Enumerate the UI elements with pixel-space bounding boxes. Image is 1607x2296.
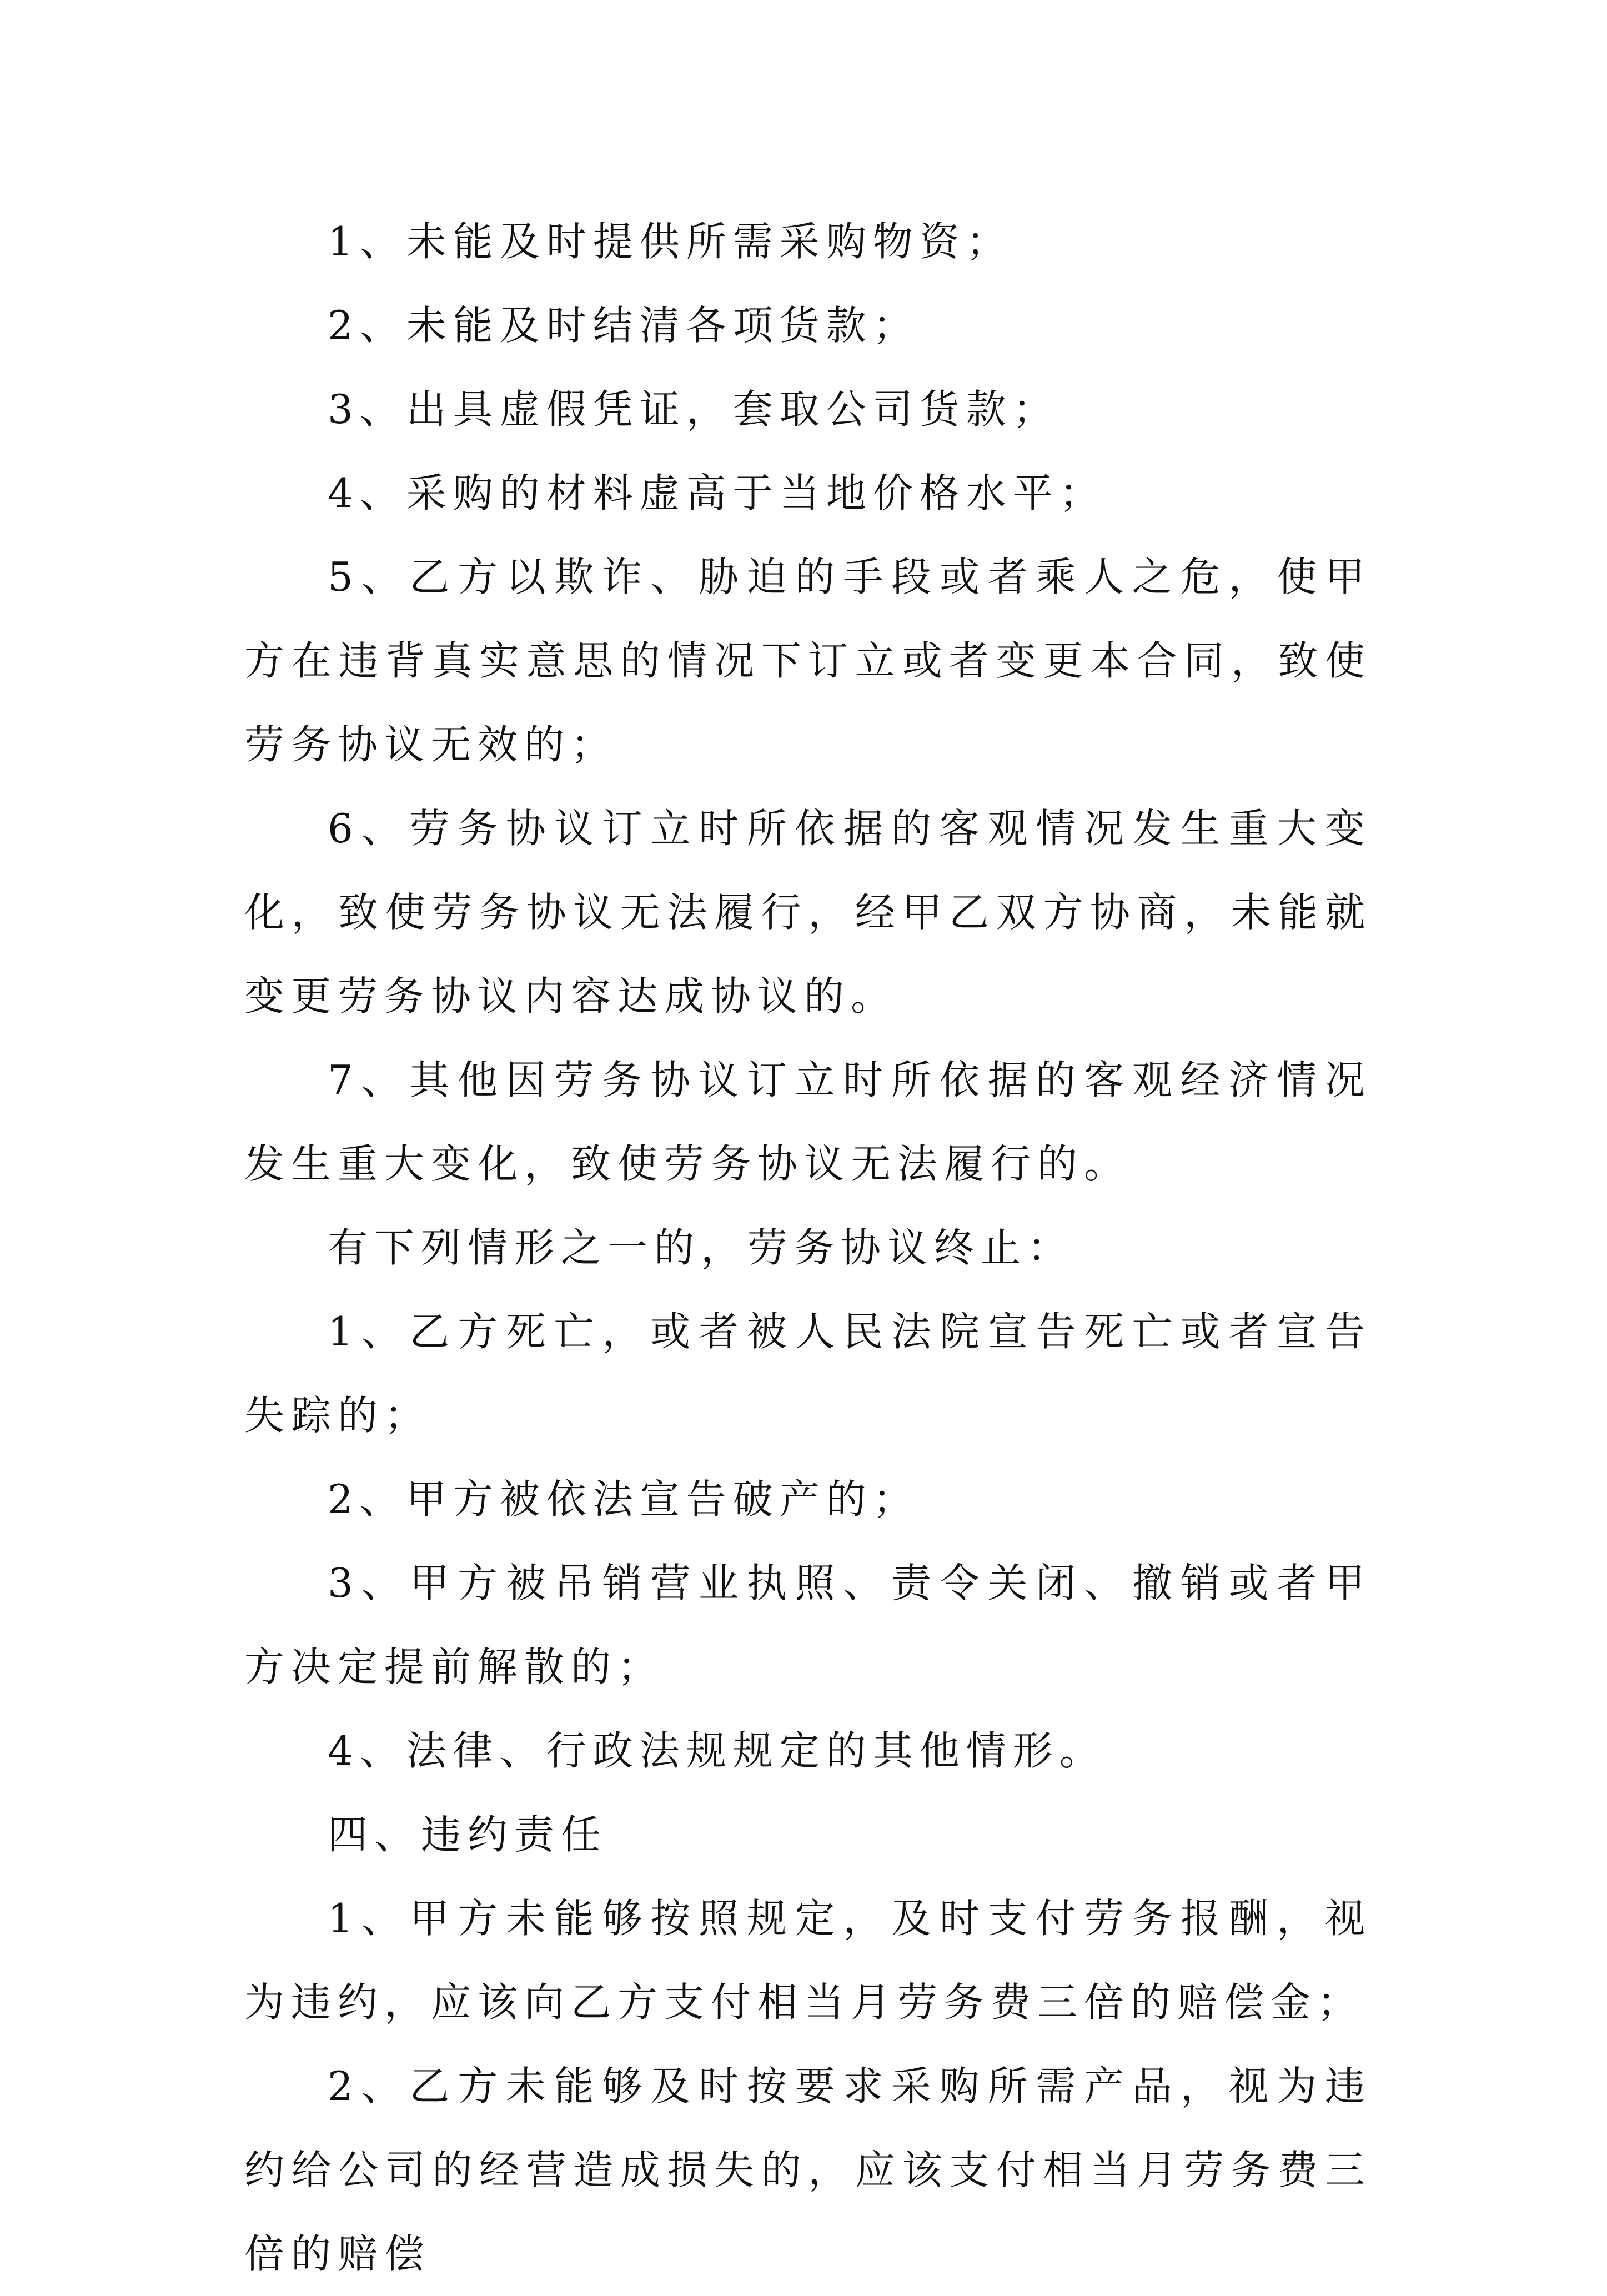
document-body	[244, 200, 1372, 2296]
clause-item-6: 6、劳务协议订立时所依据的客观情况发生重大变化，致使劳务协议无法履行，经甲乙双方协商，未能就变更劳务协议内容达成协议的。	[244, 805, 1372, 1019]
termination-item-4: 4、法律、行政法规规定的其他情形。	[328, 1727, 1106, 1774]
breach-item-1: 1、甲方未能够按照规定，及时支付劳务报酬，视为违约，应该向乙方支付相当月劳务费三倍的赔偿金；	[244, 1895, 1372, 2026]
breach-item-2: 2、乙方未能够及时按要求采购所需产品，视为违约给公司的经营造成损失的，应该支付相当月劳务费三倍的赔偿	[244, 2063, 1372, 2277]
clause-item-2: 2、未能及时结清各项货款；	[328, 302, 920, 349]
termination-item-1: 1、乙方死亡，或者被人民法院宣告死亡或者宣告失踪的；	[244, 1308, 1372, 1439]
clause-item-4: 4、采购的材料虚高于当地价格水平；	[328, 470, 1106, 516]
termination-intro: 有下列情形之一的，劳务协议终止：	[328, 1224, 1074, 1271]
clause-item-3: 3、出具虚假凭证，套取公司货款；	[328, 386, 1059, 433]
clause-item-1: 1、未能及时提供所需采购物资；	[328, 218, 1013, 265]
clause-item-7: 7、其他因劳务协议订立时所依据的客观经济情况发生重大变化，致使劳务协议无法履行的。	[244, 1057, 1372, 1187]
clause-item-5: 5、乙方以欺诈、胁迫的手段或者乘人之危，使甲方在违背真实意思的情况下订立或者变更本合同，致使劳务协议无效的；	[244, 554, 1372, 768]
termination-item-2: 2、甲方被依法宣告破产的；	[328, 1476, 920, 1523]
termination-item-3: 3、甲方被吊销营业执照、责令关闭、撤销或者甲方决定提前解散的；	[244, 1560, 1372, 1690]
section-heading-breach: 四、违约责任	[328, 1811, 608, 1858]
